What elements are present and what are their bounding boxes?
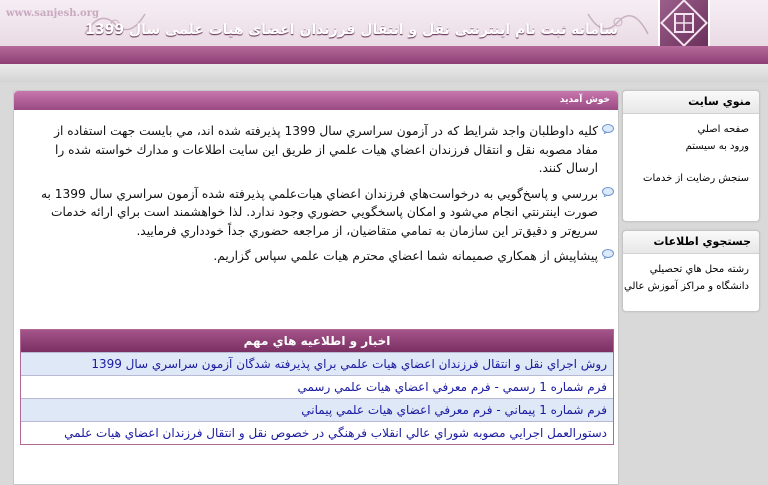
header-stripe <box>0 64 768 82</box>
site-menu-panel <box>622 90 760 222</box>
site-title-text: سامانه ثبت نام اینترنتی نقل و انتقال فرزندان اعضای هیات علمی سال 1399 <box>85 22 618 38</box>
main-content <box>13 90 619 485</box>
welcome-title: خوش آمديد <box>14 91 618 110</box>
welcome-paragraph <box>14 122 618 178</box>
speech-bubble-icon <box>602 249 614 259</box>
search-item-universities[interactable]: دانشگاه و مراكز آموزش عالي <box>624 281 749 292</box>
paragraph-text: بررسي و پاسخ‌گويي به درخواست‌هاي فرزندان اعضاي هيات‌علمي پذيرفته شده آزمون سراسري سال 1399 به صورت اينترنتي انجام مي‌شود و امكان پاسخگويي حضوري وجود ندارد. لذا خواهشمند است براي ارائه خدمات سريع‌تر و دقيق‌تر اين سازمان به تمامي متقاضيان، از مراجعه حضوري جداً خودداري فرماييد. <box>40 186 598 238</box>
site-url-text: www.sanjesh.org <box>6 8 99 19</box>
site-menu-title: منوي سايت <box>623 91 759 114</box>
site-title <box>85 22 618 38</box>
info-search-panel <box>622 230 760 312</box>
news-link-form-contract[interactable]: فرم شماره 1 پيماني - فرم معرفي اعضاي هيات علمي پيماني <box>21 398 613 421</box>
speech-bubble-icon <box>602 187 614 197</box>
welcome-paragraph <box>14 247 618 266</box>
menu-item-satisfaction[interactable]: سنجش رضايت از خدمات <box>643 173 749 184</box>
sanjesh-logo-icon <box>660 0 708 46</box>
menu-item-home[interactable]: صفحه اصلي <box>697 124 749 135</box>
paragraph-text: پيشاپيش از همكاري صميمانه شما اعضاي محترم هيات علمي سپاس گزاريم. <box>213 249 598 263</box>
search-item-study-fields[interactable]: رشته محل هاي تحصيلي <box>649 264 749 275</box>
news-link-form-official[interactable]: فرم شماره 1 رسمي - فرم معرفي اعضاي هيات علمي رسمي <box>21 375 613 398</box>
news-link-method[interactable]: روش اجراي نقل و انتقال فرزندان اعضاي هيات علمي براي پذيرفته شدگان آزمون سراسري سال 1399 <box>21 352 613 375</box>
news-title: اخبار و اطلاعيه هاي مهم <box>21 330 613 352</box>
speech-bubble-icon <box>602 124 614 134</box>
site-logo[interactable] <box>658 0 710 46</box>
welcome-paragraph <box>14 185 618 241</box>
menu-item-login[interactable]: ورود به سيستم <box>685 141 749 152</box>
header-subbar <box>0 46 768 64</box>
paragraph-text: كليه داوطلبان واجد شرايط كه در آزمون سراسري سال 1399 پذيرفته شده اند، مي بايست جهت استفاده از مفاد مصوبه نقل و انتقال فرزندان اعضاي هيات علمي از طريق اين سايت اطلاعات و مدارك خواسته شده را ارسال كنند. <box>54 124 598 175</box>
info-search-title: جستجوي اطلاعات <box>623 231 759 254</box>
news-table <box>20 329 614 445</box>
news-link-instructions[interactable]: دستورالعمل اجرايي مصوبه شوراي عالي انقلاب فرهنگي در خصوص نقل و انتقال فرزندان اعضاي هيات علمي <box>21 421 613 444</box>
